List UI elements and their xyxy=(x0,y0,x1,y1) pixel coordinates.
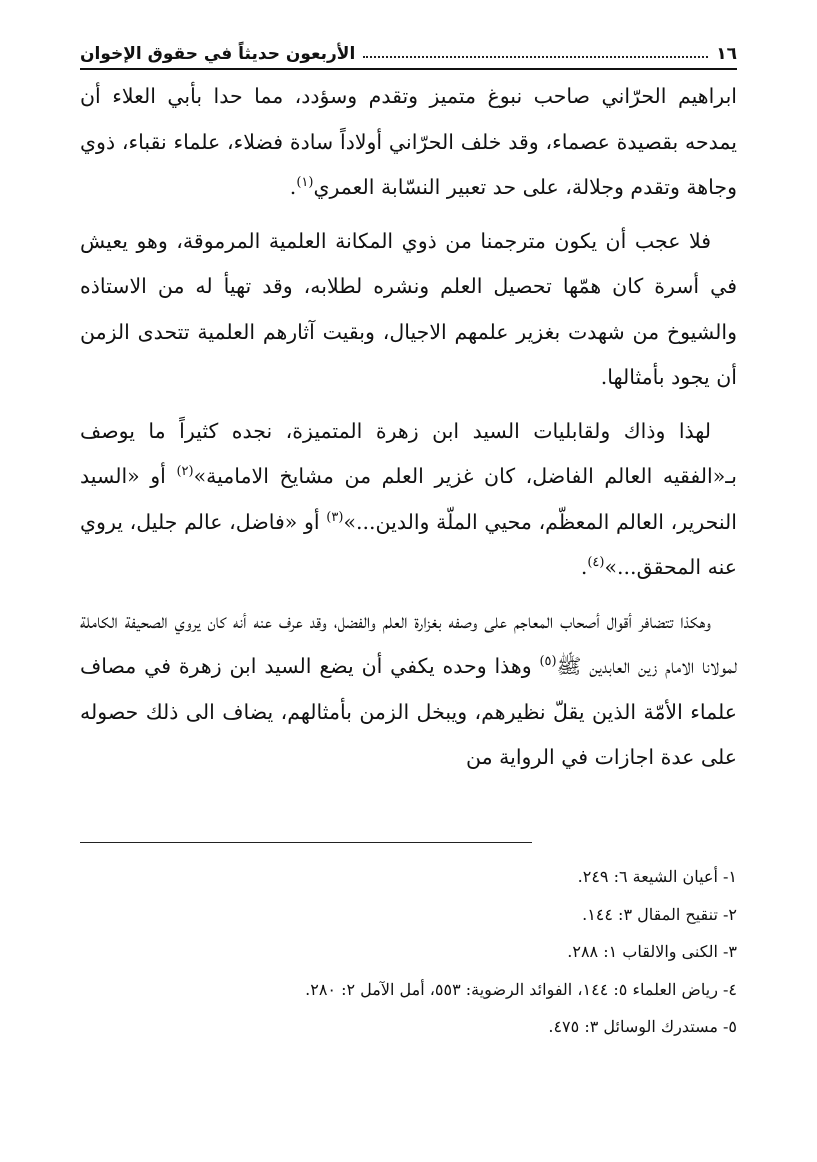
footnote-separator xyxy=(80,842,532,843)
footnote-4: ٤- رياض العلماء ٥: ١٤٤، الفوائد الرضوية: ٥٥٣، أمل الآمل ٢: ٢٨٠. xyxy=(305,979,737,999)
footnote-5: ٥- مستدرك الوسائل ٣: ٤٧٥. xyxy=(548,1017,737,1036)
footnote-ref-2[interactable]: (٢) xyxy=(176,464,194,480)
text-run: ابراهيم الحرّاني صاحب نبوغ متميز وتقدم وسؤدد، مما حدا بأبي العلاء أن يمدحه بقصيدة عصماء، وقد خلف الحرّاني أولاداً سادة فضلاء، علماء نقباء، ذوي وجاهة وتقدم وجلالة، على حد تعبير النسّابة العمري xyxy=(80,84,737,199)
footnote-2: ٢- تنقيح المقال ٣: ١٤٤. xyxy=(582,904,737,924)
text-run: فلا عجب أن يكون مترجمنا من ذوي المكانة العلمية المرموقة، وهو يعيش في أسرة كان همّها تحصيل العلم ونشره لطلابه، وقد تهيأ له من الاستاذه والشيوخ من شهدت بغزير علمهم الاجيال، وبقيت آثارهم العلمية تتحدى الزمن أن يجود بأمثالها. xyxy=(80,228,737,389)
footnote-ref-4[interactable]: (٤) xyxy=(587,555,605,571)
running-title: الأربعون حديثاً في حقوق الإخوان xyxy=(80,44,356,64)
footnote-1: ١- أعيان الشيعة ٦: ٢٤٩. xyxy=(577,867,737,886)
footnote-ref-5[interactable]: (٥) xyxy=(539,654,557,670)
text-run: أو «السيد النحرير، العالم المعظّم، محيي الملّة والدين...» xyxy=(80,464,737,534)
text-run: وهكذا تتضافر أقوال أصحاب المعاجم على وصفه بغزارة العلم والفضل، وقد عرف عنه أنه كان يروي الصحيفة الكاملة لمولانا الامام زين العابدين ﷺ xyxy=(80,608,737,678)
footnotes xyxy=(80,858,737,1046)
paragraph-3 xyxy=(80,409,737,591)
footnote-ref-3[interactable]: (٣) xyxy=(326,509,344,525)
running-header xyxy=(80,30,737,70)
text-run: لهذا وذاك ولقابليات السيد ابن زهرة المتميزة، نجده كثيراً ما يوصف بـ«الفقيه العالم الفاضل، كان غزير العلم من مشايخ الامامية» xyxy=(80,418,737,488)
paragraph-4 xyxy=(80,599,737,781)
text-run: أو «فاضل، عالم جليل، يروي عنه المحقق...» xyxy=(80,509,737,579)
paragraph-2 xyxy=(80,219,737,401)
text-run: . xyxy=(289,175,297,199)
text-run: . xyxy=(580,555,588,579)
header-dot-leader xyxy=(363,56,708,58)
page-number: ١٦ xyxy=(716,44,737,64)
text-run: وهذا وحده يكفي أن يضع السيد ابن زهرة في مصاف علماء الأمّة الذين يقلّ نظيرهم، ويبخل الزمن بأمثالهم، يضاف الى ذلك حصوله على عدة اجازات في الرواية من xyxy=(80,654,737,769)
main-text xyxy=(80,74,737,789)
footnote-3: ٣- الكنى والالقاب ١: ٢٨٨. xyxy=(567,942,737,961)
footnote-ref-1[interactable]: (١) xyxy=(296,175,314,191)
paragraph-1 xyxy=(80,74,737,211)
